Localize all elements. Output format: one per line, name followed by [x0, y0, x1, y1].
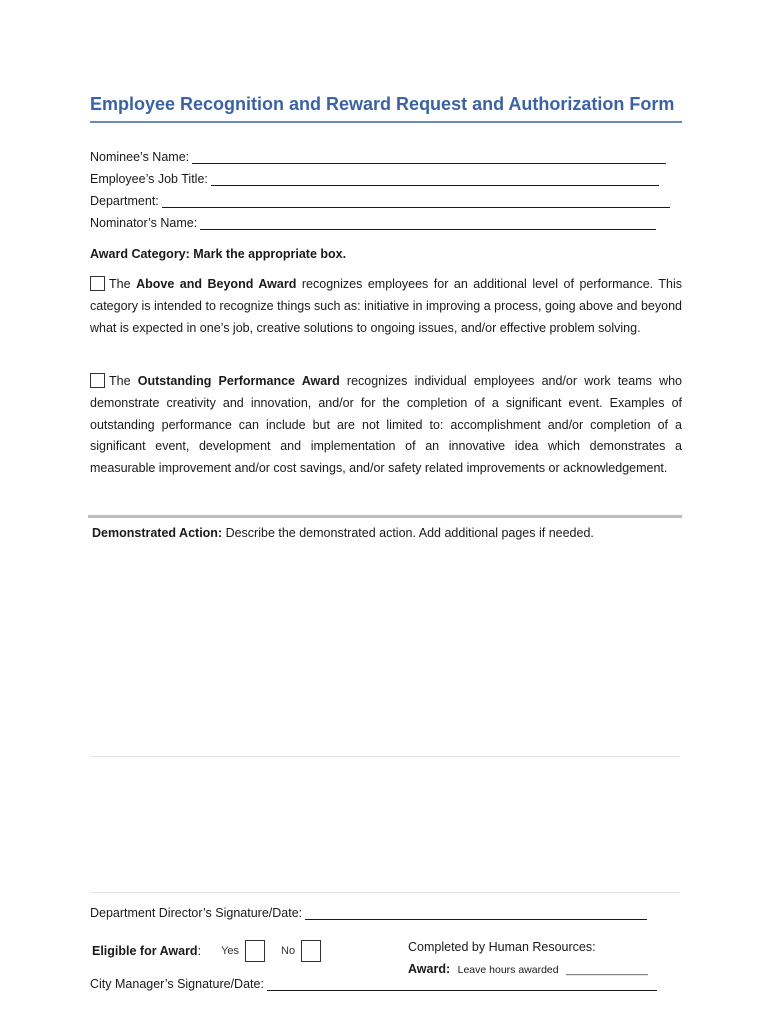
- city-signature-label: City Manager’s Signature/Date:: [90, 977, 264, 991]
- nominee-name-label: Nominee’s Name:: [90, 150, 190, 164]
- above-beyond-pre: The: [109, 277, 137, 291]
- city-signature-input[interactable]: [267, 978, 657, 991]
- outstanding-description: recognizes individual employees and/or work teams who demonstrate creativity and innovation, and/or for the completion of a significant event. Examples of outstanding performance can include but are not limited to: accomplishment and/or completion of a significant event, development and implementation of an innovative idea which demonstrates a measurable improvement and/or cost savings, and/or safety related improvements or acknowledgement.: [90, 374, 683, 476]
- outstanding-award-name: Outstanding Performance Award: [137, 374, 340, 388]
- above-beyond-description: recognizes employees for an additional level of performance. This category is intended to recognize things such as: initiative in improving a process, going above and beyond what is expected in one’s job, creative solutions to ongoing issues, and/or effective problem solving.: [90, 277, 683, 335]
- outstanding-checkbox[interactable]: [90, 373, 105, 388]
- form-title: Employee Recognition and Reward Request and Authorization Form: [90, 94, 682, 123]
- eligible-yes-checkbox[interactable]: [245, 940, 265, 962]
- job-title-input[interactable]: [211, 173, 659, 186]
- demonstrated-action-label: Demonstrated Action:: [92, 526, 223, 540]
- above-beyond-award-name: Above and Beyond Award: [136, 277, 297, 291]
- department-field: [90, 194, 670, 208]
- eligible-no-checkbox[interactable]: [301, 940, 321, 962]
- demonstrated-action-prompt: [92, 526, 594, 540]
- city-signature-field: [90, 977, 657, 991]
- director-signature-input[interactable]: [305, 907, 647, 920]
- leave-hours-input[interactable]: ______________: [566, 964, 648, 976]
- nominee-name-field: [90, 150, 666, 164]
- award-category-heading: Award Category: Mark the appropriate box.: [90, 247, 347, 261]
- department-input[interactable]: [162, 195, 670, 208]
- nominator-name-field: [90, 216, 656, 230]
- faint-rule: [90, 756, 680, 757]
- demonstrated-action-instructions: Describe the demonstrated action. Add additional pages if needed.: [222, 526, 594, 540]
- nominator-name-input[interactable]: [200, 217, 656, 230]
- eligible-no-label: No: [281, 945, 296, 957]
- section-divider: [88, 515, 682, 518]
- signature-section-rule: [90, 892, 680, 893]
- director-signature-label: Department Director’s Signature/Date:: [90, 906, 303, 920]
- eligible-label: Eligible for Award: [92, 944, 198, 958]
- eligible-for-award: [92, 940, 321, 962]
- demonstrated-action-area[interactable]: [90, 548, 680, 888]
- nominator-name-label: Nominator’s Name:: [90, 216, 198, 230]
- outstanding-section: [90, 371, 682, 480]
- director-signature-field: [90, 906, 647, 920]
- job-title-field: [90, 172, 659, 186]
- eligible-colon: :: [197, 944, 202, 958]
- leave-hours-label: Leave hours awarded: [457, 964, 559, 976]
- hr-completed-by: Completed by Human Resources:: [408, 940, 596, 954]
- job-title-label: Employee’s Job Title:: [90, 172, 208, 186]
- hr-award-label: Award:: [408, 962, 451, 976]
- outstanding-pre: The: [109, 374, 138, 388]
- nominee-name-input[interactable]: [192, 151, 666, 164]
- eligible-yes-label: Yes: [221, 945, 240, 957]
- hr-award-line: [408, 962, 648, 976]
- department-label: Department:: [90, 194, 159, 208]
- above-beyond-section: [90, 274, 682, 339]
- above-beyond-checkbox[interactable]: [90, 276, 105, 291]
